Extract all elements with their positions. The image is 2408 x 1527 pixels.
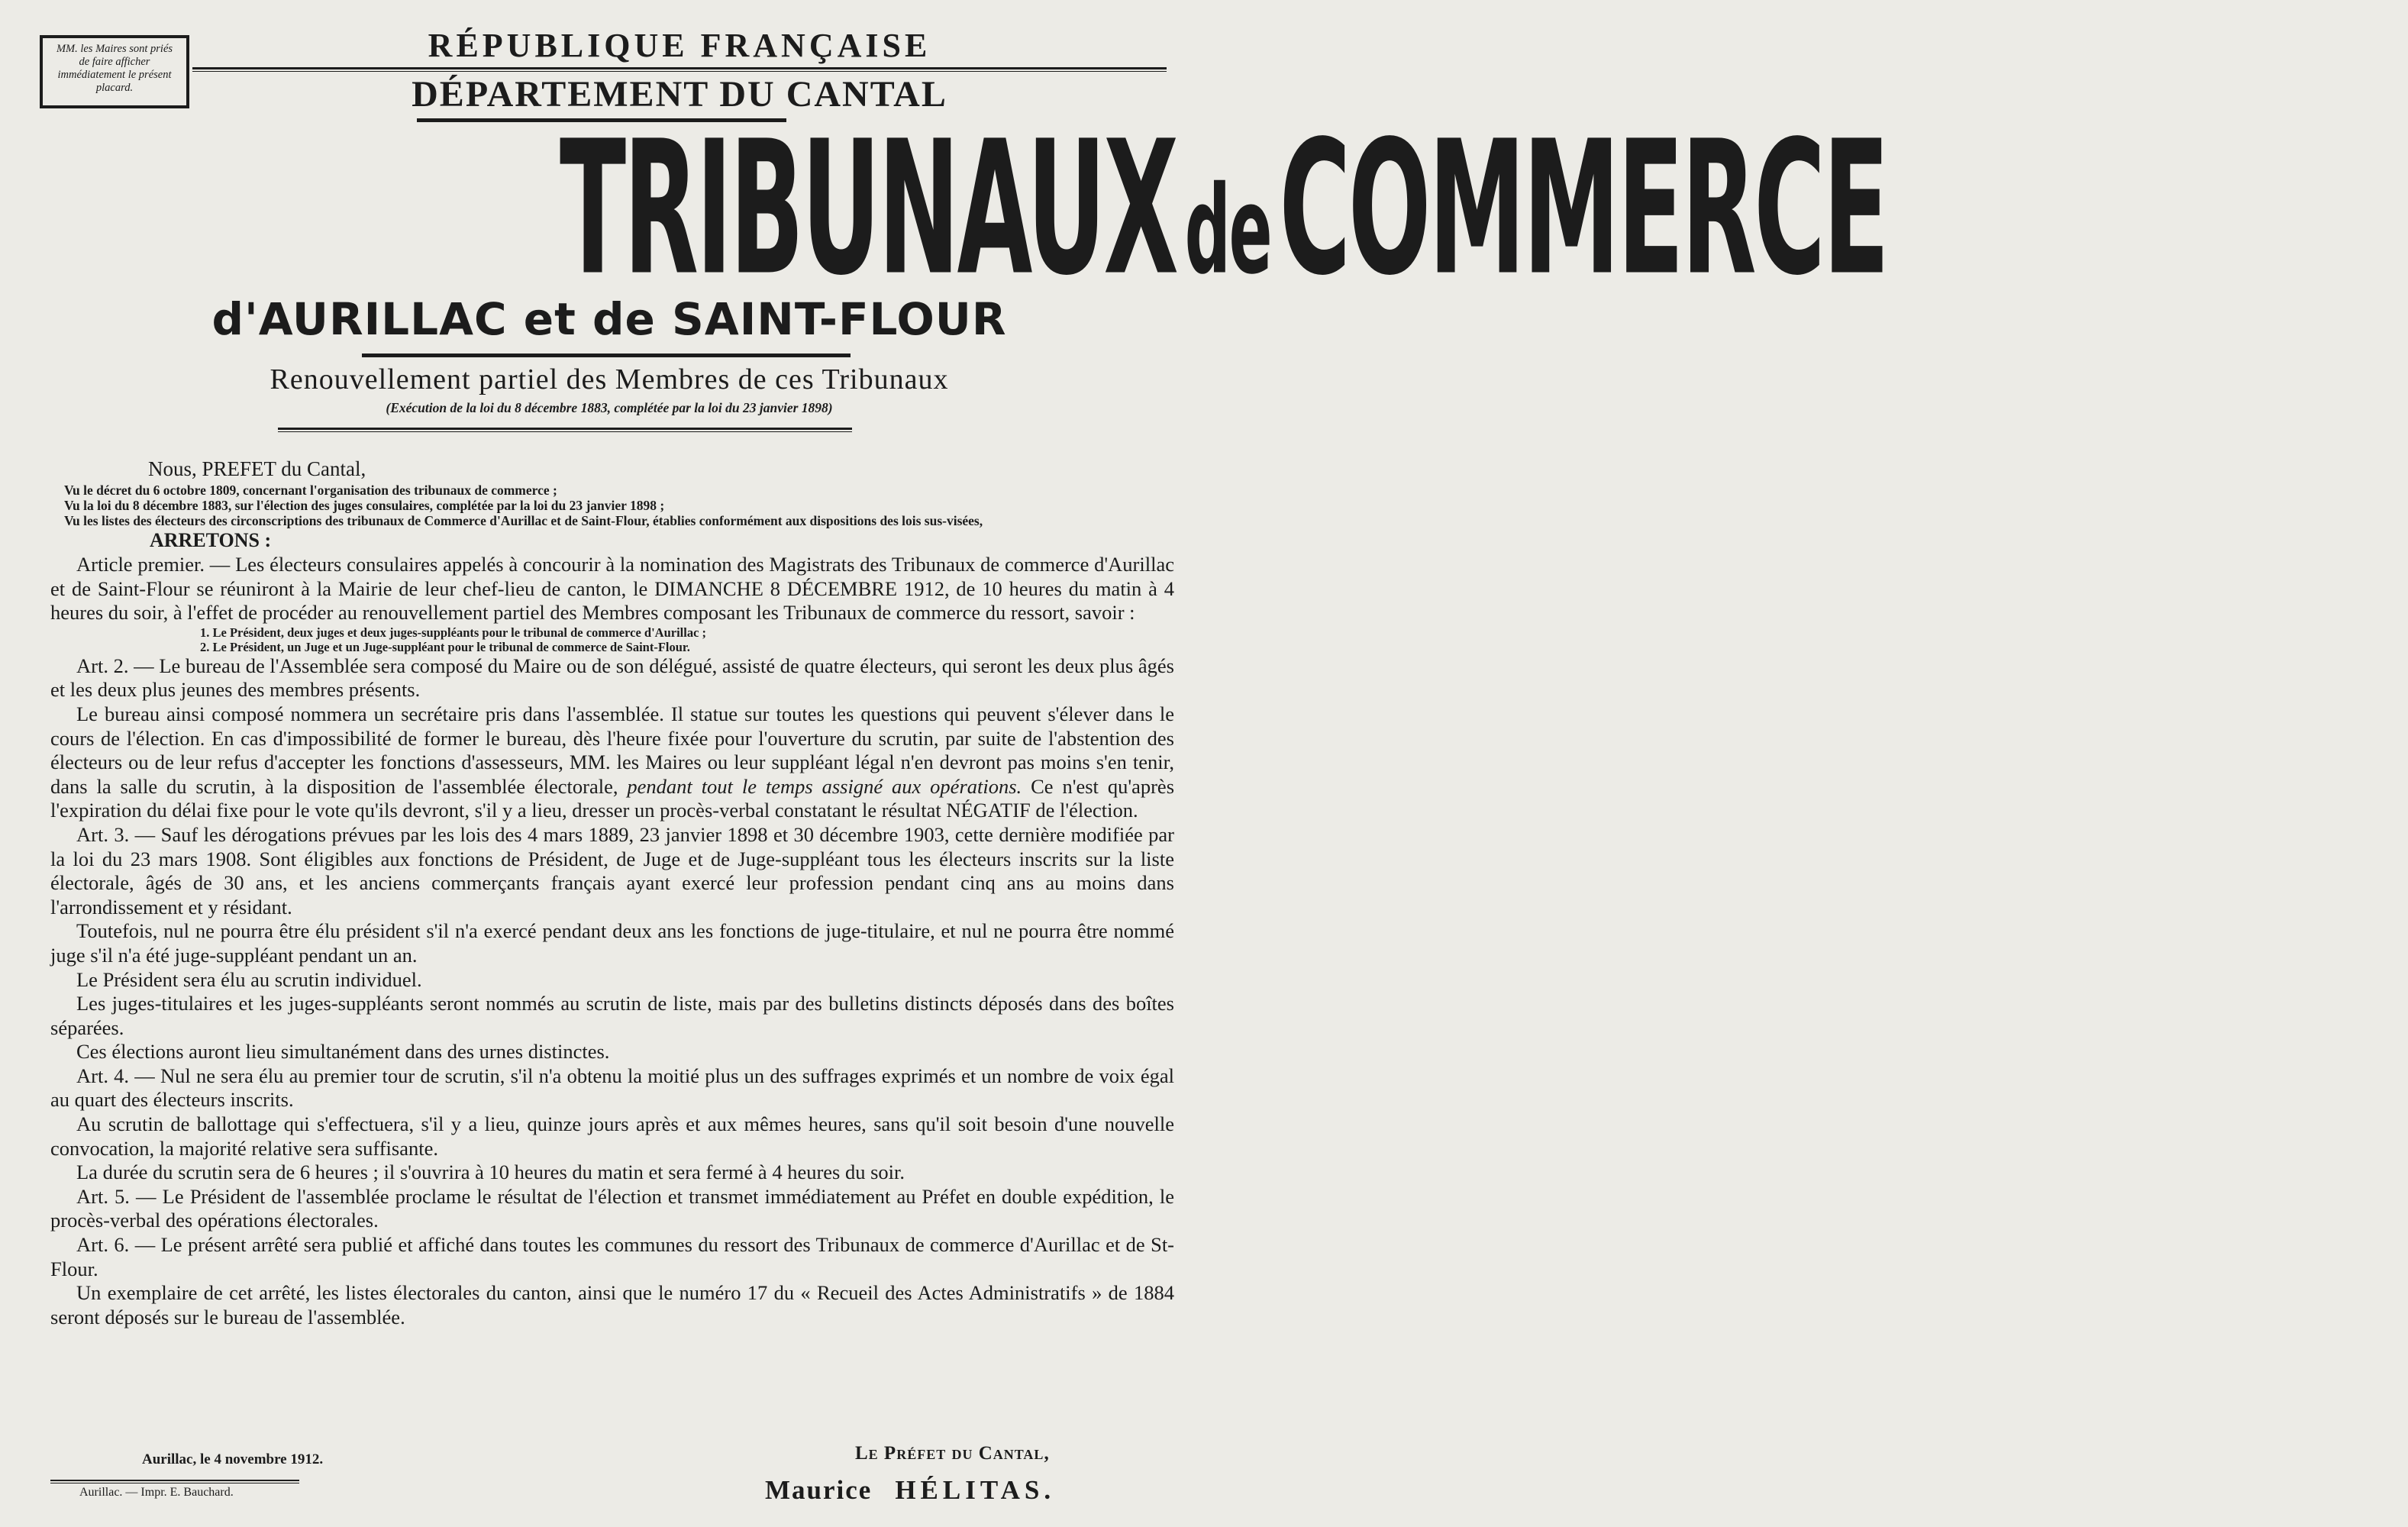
header-rule-thin [192, 71, 1167, 72]
article-2-bureau-end: Ce n'est qu'après l'expiration du délai fixe pour le vote qu'ils devront, s'il y a lieu, dresser un procès-verbal constatant le résultat NÉGATIF de l'élection. [50, 774, 1175, 822]
article-1: Article premier. — Les électeurs consulaires appelés à concourir à la nomination des Magistrats des Tribunaux de commerce d'Aurillac et de Saint-Flour se réuniront à la Mairie de leur chef-lieu de canton, le DIMANCHE 8 DÉCEMBRE 1912, de 10 heures du matin à 4 heures du soir, à l'effet de procéder au renouvellement partiel des Membres composant les Tribunaux de commerce du ressort, savoir : [50, 553, 1174, 625]
article-2-bureau [50, 702, 1174, 823]
article-3-president-rule: Toutefois, nul ne pourra être élu président s'il n'a exercé pendant deux ans les fonctions de juge-titulaire, et nul ne pourra être nommé juge s'il n'a été juge-suppléant pendant un an. [50, 919, 1174, 967]
signature-surname: HÉLITAS. [895, 1475, 1056, 1505]
mayor-posting-notice: MM. les Maires sont priés de faire afficher immédiatement le présent placard. [40, 35, 189, 108]
article-1-item-2: 2. Le Président, un Juge et un Juge-suppléant pour le tribunal de commerce de Saint-Flour. [200, 639, 690, 654]
title-tribunaux: TRIBUNAUX [559, 100, 1177, 316]
article-4: Art. 4. — Nul ne sera élu au premier tour de scrutin, s'il n'a obtenu la moitié plus un des suffrages exprimés et un nombre de voix égal au quart des électeurs inscrits. [50, 1064, 1174, 1112]
article-1-item-1: 1. Le Président, deux juges et deux juges-suppléants pour le tribunal de commerce d'Aurillac ; [200, 625, 707, 640]
issue-date: Aurillac, le 4 novembre 1912. [142, 1451, 324, 1467]
subtitle-rule [362, 354, 851, 357]
renewal-heading: Renouvellement partiel des Membres de ces Tribunaux [270, 363, 949, 395]
article-6-copy: Un exemplaire de cet arrêté, les listes électorales du canton, ainsi que le numéro 17 du « Recueil des Actes Administratifs » de 1884 seront déposés sur le bureau de l'assemblée. [50, 1281, 1174, 1328]
printer-rule [50, 1480, 299, 1481]
vu-lists: Vu les listes des électeurs des circonscriptions des tribunaux de Commerce d'Aurillac et de Saint-Flour, établies conformément aux dispositions des lois sus-visées, [64, 513, 983, 528]
article-6: Art. 6. — Le présent arrêté sera publié et affiché dans toutes les communes du ressort des Tribunaux de commerce d'Aurillac et de St-Flour. [50, 1233, 1174, 1280]
title-cities: d'AURILLAC et de SAINT-FLOUR [211, 293, 1007, 345]
article-2: Art. 2. — Le bureau de l'Assemblée sera composé du Maire ou de son délégué, assisté de quatre électeurs, qui seront les deux plus âgés et les deux plus jeunes des membres présents. [50, 654, 1174, 702]
republic-heading: RÉPUBLIQUE FRANÇAISE [428, 27, 931, 64]
article-2-bureau-italic: pendant tout le temps assigné aux opérations. [627, 774, 1022, 798]
execution-rule [278, 428, 852, 430]
title-de: de [1184, 160, 1271, 302]
execution-note: (Exécution de la loi du 8 décembre 1883, complétée par la loi du 23 janvier 1898) [386, 400, 833, 415]
article-3-individual: Le Président sera élu au scrutin individuel. [76, 967, 422, 991]
header-rule [192, 67, 1167, 69]
signature-name [765, 1474, 1055, 1507]
department-heading: DÉPARTEMENT DU CANTAL [412, 74, 947, 115]
article-5: Art. 5. — Le Président de l'assemblée proclame le résultat de l'élection et transmet immédiatement au Préfet en double expédition, le procès-verbal des opérations électorales. [50, 1184, 1174, 1232]
article-4-duration: La durée du scrutin sera de 6 heures ; il s'ouvrira à 10 heures du matin et sera fermé à 4 heures du soir. [76, 1161, 905, 1184]
article-3-list-vote: Les juges-titulaires et les juges-suppléants seront nommés au scrutin de liste, mais par des bulletins distincts déposés dans des boîtes séparées. [50, 992, 1174, 1039]
execution-rule-thin [278, 431, 852, 432]
article-4-ballottage: Au scrutin de ballottage qui s'effectuera, s'il y a lieu, quinze jours après et aux mêmes heures, sans qu'il soit besoin d'une nouvelle convocation, la majorité relative sera suffisante. [50, 1112, 1174, 1160]
signature-first-name: Maurice [765, 1475, 873, 1505]
vu-decree: Vu le décret du 6 octobre 1809, concernant l'organisation des tribunaux de commerce ; [64, 483, 557, 498]
article-3-urns: Ces élections auront lieu simultanément dans des urnes distinctes. [76, 1040, 610, 1064]
signature-title: Le Préfet du Cantal, [855, 1443, 1050, 1464]
main-title [38, 100, 1887, 316]
article-3: Art. 3. — Sauf les dérogations prévues par les lois des 4 mars 1889, 23 janvier 1898 et 30 décembre 1903, cette dernière modifiée par la loi du 23 mars 1908. Sont éligibles aux fonctions de Président, de Juge et de Juge-suppléant tous les électeurs inscrits sur la liste électorale, âgés de 30 ans, et les anciens commerçants français ayant exercé leur profession pendant cinq ans au moins dans l'arrondissement et y résidant. [50, 822, 1174, 918]
vu-law: Vu la loi du 8 décembre 1883, sur l'élection des juges consulaires, complétée par la loi du 23 janvier 1898 ; [64, 498, 665, 513]
decree-body [50, 457, 1174, 1329]
prefect-line: Nous, PREFET du Cantal, [148, 457, 366, 480]
printer-credit: Aurillac. — Impr. E. Bauchard. [79, 1486, 234, 1499]
article-2-bureau-text: Le bureau ainsi composé nommera un secrétaire pris dans l'assemblée. Il statue sur toutes les questions qui peuvent s'élever dans le cours de l'élection. En cas d'impossibilité de former le bureau, dès l'heure fixée pour l'ouverture du scrutin, par suite de l'abstention des électeurs ou de leur refus d'accepter les fonctions d'assesseurs, MM. les Maires ou leur suppléant légal n'en devront pas moins s'en tenir, dans la salle du scrutin, à la disposition de l'assemblée électorale, [50, 702, 1174, 798]
arretons-heading: ARRETONS : [150, 529, 272, 551]
title-commerce: COMMERCE [1279, 100, 1887, 316]
